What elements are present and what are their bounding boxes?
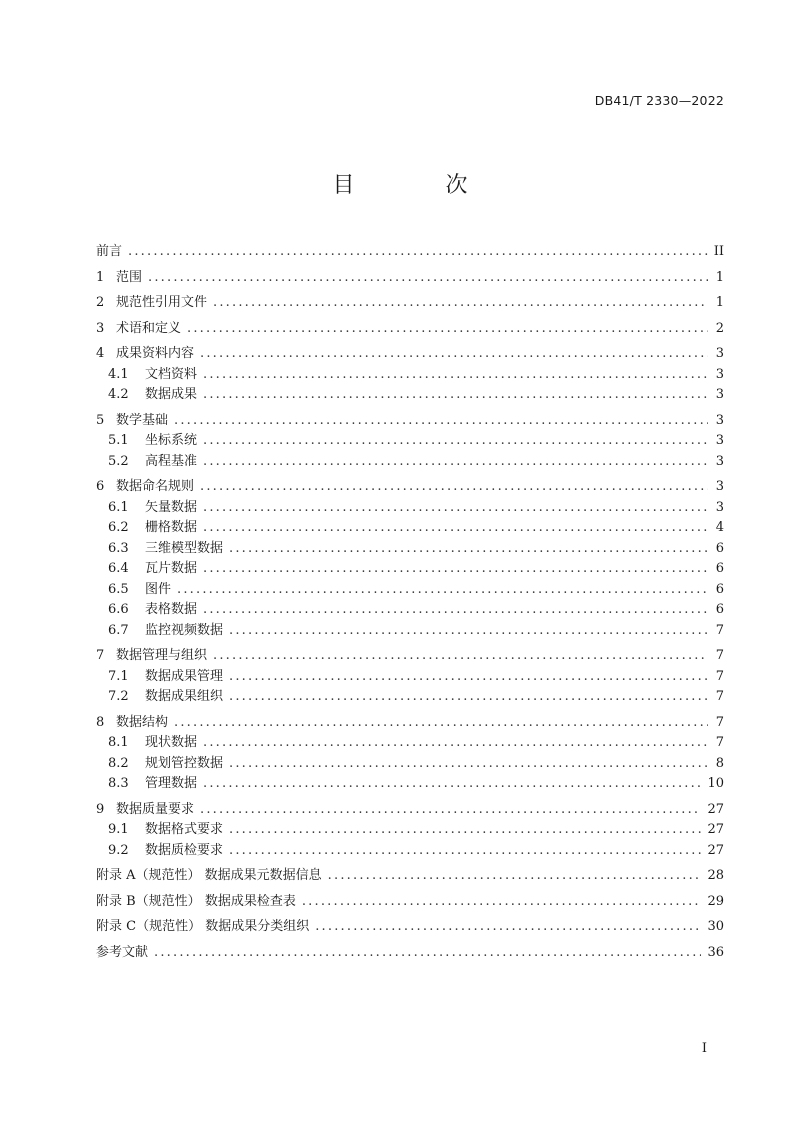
toc-entry-page: 3 [715, 387, 724, 402]
toc-dot-leader [203, 733, 708, 753]
toc-dot-leader [213, 293, 708, 313]
toc-entry-page: 8 [715, 755, 724, 771]
toc-dot-leader [203, 431, 708, 451]
toc-entry[interactable] [96, 841, 724, 862]
toc-entry-title: 三维模型数据 [145, 540, 224, 556]
toc-entry-title: 数据质量要求 [116, 801, 195, 817]
toc-entry-page: 29 [707, 893, 724, 909]
toc-entry-title: 文档资料 [145, 366, 198, 382]
toc-dot-leader [200, 344, 708, 364]
toc-entry-number: 6.5 [108, 581, 129, 597]
toc-entry[interactable] [96, 713, 724, 734]
toc-entry-page: 7 [715, 648, 724, 663]
toc-entry[interactable] [96, 242, 724, 263]
toc-entry-number: 5 [96, 412, 105, 428]
page-number: I [701, 1041, 707, 1056]
table-of-contents [96, 242, 724, 963]
toc-entry[interactable] [96, 917, 724, 938]
toc-entry-title: 坐标系统 [145, 433, 198, 448]
toc-entry-page: 6 [715, 540, 724, 556]
toc-entry-number: 6.6 [108, 602, 129, 617]
toc-entry-page: 1 [715, 295, 724, 310]
toc-dot-leader [229, 667, 708, 687]
document-code: DB41/T 2330—2022 [594, 93, 724, 108]
toc-dot-leader [213, 646, 708, 666]
toc-dot-leader [200, 800, 701, 820]
toc-entry[interactable] [96, 774, 724, 795]
toc-entry-page: 7 [715, 668, 724, 684]
toc-entry-number: 8.3 [108, 776, 129, 791]
toc-entry[interactable] [96, 365, 724, 386]
toc-entry-page: 36 [707, 944, 724, 960]
toc-entry-page: 3 [715, 499, 724, 515]
toc-entry-number: 9 [96, 801, 105, 817]
toc-dot-leader [187, 319, 708, 339]
toc-entry-title: 图件 [145, 581, 172, 597]
toc-dot-leader [229, 687, 708, 707]
toc-dot-leader [154, 943, 701, 963]
toc-entry[interactable] [96, 733, 724, 754]
toc-entry-page: 6 [715, 581, 724, 597]
toc-entry-title: 参考文献 [96, 944, 149, 960]
toc-entry-title: 表格数据 [145, 602, 198, 617]
toc-dot-leader [174, 411, 708, 431]
toc-entry[interactable] [96, 646, 724, 667]
toc-entry-number: 4 [96, 346, 105, 361]
toc-entry-number: 8.2 [108, 755, 129, 771]
toc-entry-page: 30 [707, 919, 724, 934]
toc-entry-number: 6.7 [108, 622, 129, 638]
toc-entry-number: 5.2 [108, 453, 129, 469]
toc-entry-number: 8 [96, 714, 105, 730]
toc-entry-page: 4 [715, 520, 724, 535]
toc-entry-page: 3 [715, 453, 724, 469]
toc-entry-page: 3 [715, 366, 724, 382]
toc-entry-title: 矢量数据 [145, 499, 198, 515]
toc-entry-title: 数据管理与组织 [116, 648, 208, 663]
toc-entry-title: 附录 A（规范性） 数据成果元数据信息 [96, 868, 322, 883]
toc-dot-leader [148, 268, 708, 288]
toc-entry-title: 栅格数据 [145, 520, 198, 535]
toc-dot-leader [203, 600, 708, 620]
toc-entry-number: 6.1 [108, 499, 129, 515]
toc-entry-title: 规范性引用文件 [116, 295, 208, 310]
toc-entry[interactable] [96, 344, 724, 365]
toc-entry[interactable] [96, 600, 724, 621]
toc-entry-title: 数学基础 [116, 412, 169, 428]
toc-entry-page: 3 [715, 346, 724, 361]
toc-entry-title: 数据命名规则 [116, 479, 195, 494]
toc-dot-leader [203, 365, 708, 385]
toc-entry-page: 7 [715, 622, 724, 638]
toc-entry-title: 管理数据 [145, 776, 198, 791]
toc-entry-number: 7 [96, 648, 105, 663]
toc-entry-title: 高程基准 [145, 453, 198, 469]
toc-entry-page: 28 [707, 868, 724, 883]
toc-dot-leader [203, 774, 701, 794]
toc-entry[interactable] [96, 820, 724, 841]
toc-entry-title: 成果资料内容 [116, 346, 195, 361]
toc-entry[interactable] [96, 431, 724, 452]
toc-entry[interactable] [96, 892, 724, 913]
toc-entry-page: 3 [715, 433, 724, 448]
toc-entry-number: 4.1 [108, 366, 129, 382]
toc-entry-number: 7.2 [108, 689, 129, 704]
toc-dot-leader [177, 580, 708, 600]
toc-entry-number: 8.1 [108, 735, 129, 750]
toc-entry[interactable] [96, 621, 724, 642]
toc-entry-number: 6 [96, 479, 105, 494]
toc-entry-title: 数据成果 [145, 387, 198, 402]
toc-entry-title: 附录 C（规范性） 数据成果分类组织 [96, 919, 310, 934]
toc-dot-leader [203, 385, 708, 405]
toc-entry-title: 数据格式要求 [145, 822, 224, 837]
toc-entry[interactable] [96, 319, 724, 340]
toc-dot-leader [229, 621, 708, 641]
toc-dot-leader [203, 452, 708, 472]
toc-dot-leader [229, 754, 708, 774]
toc-entry[interactable] [96, 539, 724, 560]
toc-dot-leader [128, 242, 708, 262]
toc-dot-leader [229, 820, 701, 840]
toc-entry[interactable] [96, 477, 724, 498]
toc-dot-leader [315, 917, 701, 937]
toc-dot-leader [302, 892, 702, 912]
toc-entry[interactable] [96, 452, 724, 473]
toc-entry-title: 前言 [96, 244, 123, 259]
toc-entry-number: 6.4 [108, 561, 129, 576]
toc-entry-number: 6.2 [108, 520, 129, 535]
toc-dot-leader [203, 559, 708, 579]
toc-entry-title: 数据结构 [116, 714, 169, 730]
toc-dot-leader [174, 713, 708, 733]
toc-entry-title: 瓦片数据 [145, 561, 198, 576]
toc-entry-page: 1 [715, 269, 724, 285]
toc-entry-number: 7.1 [108, 668, 129, 684]
toc-entry[interactable] [96, 411, 724, 432]
toc-entry-page: 10 [707, 776, 724, 791]
toc-dot-leader [229, 539, 708, 559]
toc-entry-page: 27 [707, 801, 724, 817]
toc-dot-leader [200, 477, 708, 497]
toc-entry-title: 术语和定义 [116, 320, 182, 336]
toc-title: 目 次 [332, 173, 510, 198]
toc-entry-page: 6 [715, 602, 724, 617]
toc-entry-page: 7 [715, 735, 724, 750]
toc-entry[interactable] [96, 559, 724, 580]
toc-entry[interactable] [96, 754, 724, 775]
toc-dot-leader [328, 866, 702, 886]
toc-entry-title: 监控视频数据 [145, 622, 224, 638]
toc-entry-page: 3 [715, 479, 724, 494]
toc-entry-page: 7 [715, 689, 724, 704]
toc-entry[interactable] [96, 800, 724, 821]
toc-entry-title: 规划管控数据 [145, 755, 224, 771]
toc-entry-title: 数据成果管理 [145, 668, 224, 684]
toc-entry-page: 7 [715, 714, 724, 730]
toc-entry-title: 数据成果组织 [145, 689, 224, 704]
toc-entry-number: 5.1 [108, 433, 129, 448]
toc-dot-leader [203, 498, 708, 518]
toc-dot-leader [229, 841, 701, 861]
toc-entry[interactable] [96, 268, 724, 289]
toc-entry-title: 范围 [116, 269, 143, 285]
toc-entry-number: 6.3 [108, 540, 129, 556]
toc-entry-page: 2 [715, 320, 724, 336]
toc-entry-title: 现状数据 [145, 735, 198, 750]
toc-entry[interactable] [96, 385, 724, 406]
toc-entry[interactable] [96, 667, 724, 688]
toc-dot-leader [203, 518, 708, 538]
toc-entry[interactable] [96, 866, 724, 887]
toc-entry-page: 6 [715, 561, 724, 576]
toc-entry-number: 9.1 [108, 822, 129, 837]
toc-entry[interactable] [96, 518, 724, 539]
toc-entry[interactable] [96, 580, 724, 601]
toc-entry-page: 27 [707, 822, 724, 837]
toc-entry[interactable] [96, 687, 724, 708]
toc-entry-number: 3 [96, 320, 105, 336]
toc-entry-number: 4.2 [108, 387, 129, 402]
toc-entry[interactable] [96, 498, 724, 519]
toc-entry-number: 1 [96, 269, 105, 285]
toc-entry[interactable] [96, 293, 724, 314]
toc-entry-page: 3 [715, 412, 724, 428]
toc-entry-page: II [713, 244, 724, 259]
toc-entry-number: 2 [96, 295, 105, 310]
toc-entry-title: 附录 B（规范性） 数据成果检查表 [96, 893, 296, 909]
toc-entry[interactable] [96, 943, 724, 964]
toc-entry-title: 数据质检要求 [145, 842, 224, 858]
toc-entry-number: 9.2 [108, 842, 129, 858]
toc-entry-page: 27 [707, 842, 724, 858]
